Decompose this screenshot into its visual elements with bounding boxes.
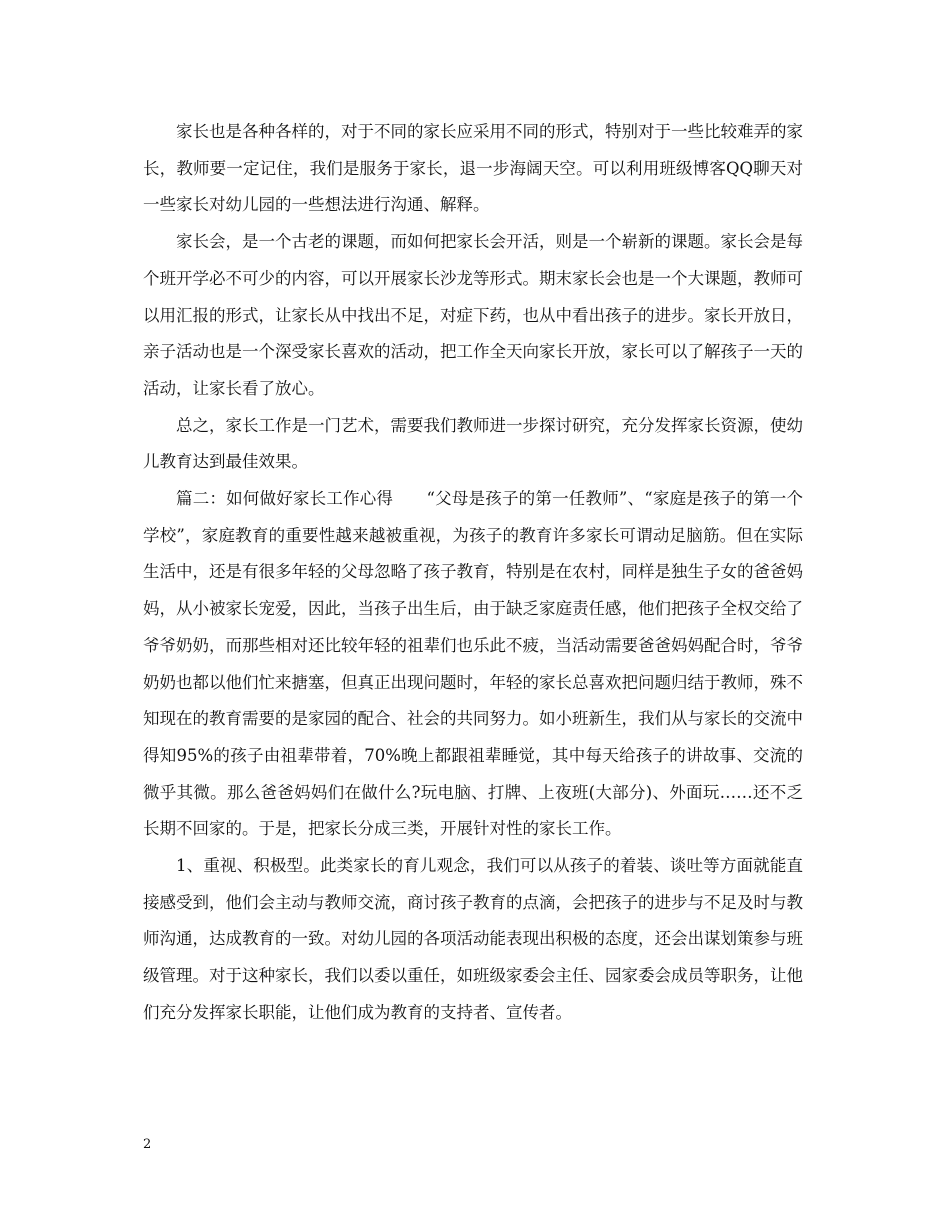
page-number: 2 <box>143 1137 152 1152</box>
paragraph-type-one: 1、重视、积极型。此类家长的育儿观念，我们可以从孩子的着装、谈吐等方面就能直接感受到，他们会主动与教师交流，商讨孩子教育的点滴，会把孩子的进步与不足及时与教师沟通，达成教育的一致。对幼儿园的各项活动能表现出积极的态度，还会出谋划策参与班级管理。对于这种家长，我们以委以重任，如班级家委会主任、园家委会成员等职务，让他们充分发挥家长职能，让他们成为教育的支持者、宣传者。 <box>143 856 803 1022</box>
document-body <box>143 114 803 1032</box>
paragraph-article-two: 篇二：如何做好家长工作心得 “父母是孩子的第一任教师”、“家庭是孩子的第一个学校”，家庭教育的重要性越来越被重视，为孩子的教育许多家长可谓动足脑筋。但在实际生活中，还是有很多年轻的父母忽略了孩子教育，特别是在农村，同样是独生子女的爸爸妈妈，从小被家长宠爱，因此，当孩子出生后，由于缺乏家庭责任感，他们把孩子全权交给了爷爷奶奶，而那些相对还比较年轻的祖辈们也乐此不疲，当活动需要爸爸妈妈配合时，爷爷奶奶也都以他们忙来搪塞，但真正出现问题时，年轻的家长总喜欢把问题归结于教师，殊不知现在的教育需要的是家园的配合、社会的共同努力。如小班新生，我们从与家长的交流中得知95%的孩子由祖辈带着，70%晚上都跟祖辈睡觉，其中每天给孩子的讲故事、交流的微乎其微。那么爸爸妈妈们在做什么?玩电脑、打牌、上夜班(大部分)、外面玩……还不乏长期不回家的。于是，把家长分成三类，开展针对性的家长工作。 <box>143 489 803 839</box>
paragraph-parent-meeting: 家长会，是一个古老的课题，而如何把家长会开活，则是一个崭新的课题。家长会是每个班开学必不可少的内容，可以开展家长沙龙等形式。期末家长会也是一个大课题，教师可以用汇报的形式，让家长从中找出不足，对症下药，也从中看出孩子的进步。家长开放日，亲子活动也是一个深受家长喜欢的活动，把工作全天向家长开放，家长可以了解孩子一天的活动，让家长看了放心。 <box>143 232 803 398</box>
paragraph-conclusion: 总之，家长工作是一门艺术，需要我们教师进一步探讨研究，充分发挥家长资源，使幼儿教育达到最佳效果。 <box>143 415 803 472</box>
paragraph-parent-diversity: 家长也是各种各样的，对于不同的家长应采用不同的形式，特别对于一些比较难弄的家长，教师要一定记住，我们是服务于家长，退一步海阔天空。可以利用班级博客QQ聊天对一些家长对幼儿园的一些想法进行沟通、解释。 <box>143 122 803 215</box>
